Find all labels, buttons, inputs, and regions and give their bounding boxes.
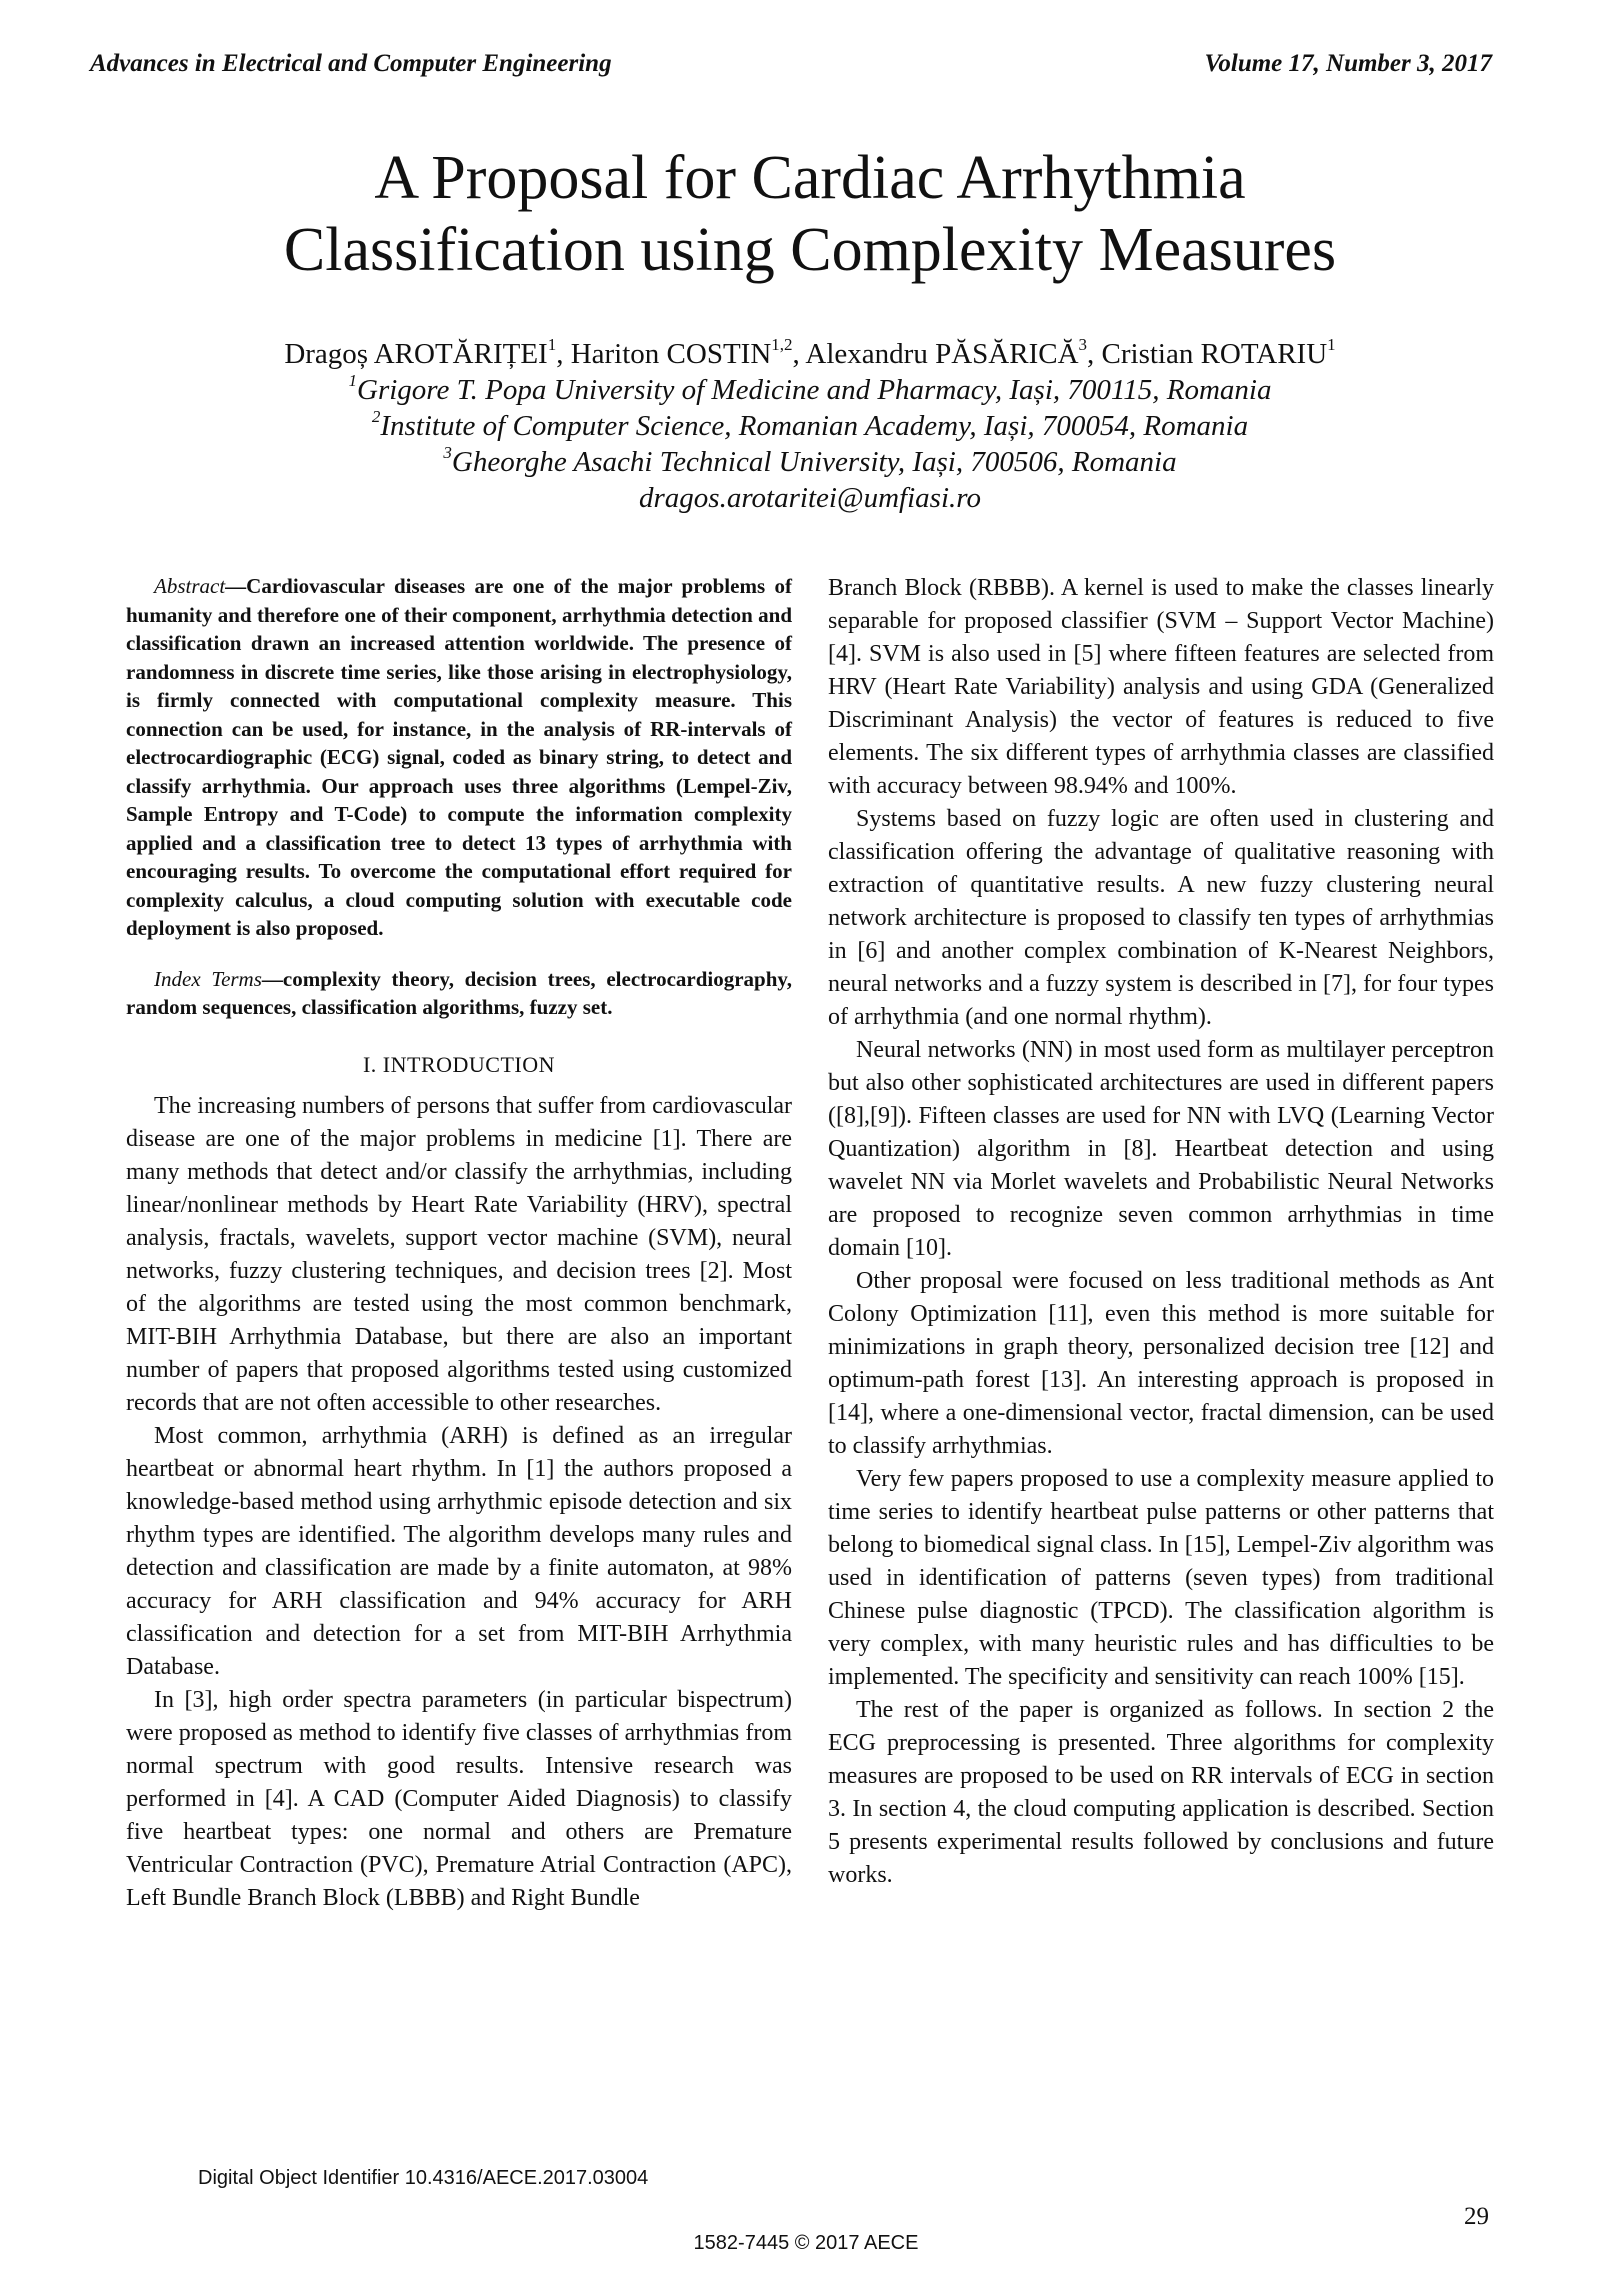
abstract xyxy=(126,572,792,943)
title-line-2: Classification using Complexity Measures xyxy=(283,216,1337,284)
affiliation-text: Grigore T. Popa University of Medicine and Pharmacy, Iași, 700115, Romania xyxy=(357,374,1272,406)
body-paragraph: In [3], high order spectra parameters (in particular bispectrum) were proposed as method to identify five classes of arrhythmias from normal spectrum with good results. Intensive research was performed in [4]. A CAD (Computer Aided Diagnosis) to classify five heartbeat types: one normal and others are Premature Ventricular Contraction (PVC), Premature Atrial Contraction (APC), Left Bundle Branch Block (LBBB) and Right Bundle xyxy=(126,1686,792,1911)
author-name: , Cristian ROTARIU xyxy=(1087,338,1328,370)
author-affiliation-mark: 1,2 xyxy=(771,335,793,355)
body-paragraph: Systems based on fuzzy logic are often used in clustering and classification offering the advantage of qualitative reasoning with extraction of quantitative results. A new fuzzy clustering neural network architecture is proposed to classify ten types of arrhythmias in [6] and another complex combination of K-Nearest Neighbors, neural networks and a fuzzy system is described in [7], for four types of arrhythmia (and one normal rhythm). xyxy=(828,806,1494,1030)
running-header xyxy=(90,50,1492,86)
affiliation-2 xyxy=(150,408,1470,444)
affiliation-3 xyxy=(150,444,1470,480)
body-paragraph: Very few papers proposed to use a complexity measure applied to time series to identify heartbeat pulse patterns or other patterns that belong to biomedical signal class. In [15], Lempel-Ziv algorithm was used in identification of patterns (seven types) from traditional Chinese pulse diagnostic (TPCD). The classification algorithm is very complex, with many heuristic rules and has difficulties to be implemented. The specificity and sensitivity can reach 100% [15]. xyxy=(828,1466,1494,1690)
abstract-text: —Cardiovascular diseases are one of the major problems of humanity and therefore one of their component, arrhythmia detection and classification drawn an increased attention worldwide. The presence of randomness in discrete time series, like those arising in electrophysiology, is firmly connected with computational complexity measure. This connection can be used, for instance, in the analysis of RR-intervals of electrocardiographic (ECG) signal, coded as binary string, to detect and classify arrhythmia. Our approach uses three algorithms (Lempel-Ziv, Sample Entropy and T-Code) to compute the information complexity applied and a classification tree to detect 13 types of arrhythmia with encouraging results. To overcome the computational effort required for complexity calculus, a cloud computing solution with executable code deployment is also proposed. xyxy=(126,574,792,940)
section-heading-introduction: I. INTRODUCTION xyxy=(362,1051,556,1077)
index-terms-label: Index Terms xyxy=(154,966,262,991)
author-name: Dragoș AROTĂRIȚEI xyxy=(284,338,548,370)
doi-footer: Digital Object Identifier 10.4316/AECE.2017.03004 xyxy=(198,2167,649,2189)
affiliation-mark: 2 xyxy=(371,407,381,427)
body-paragraph: The rest of the paper is organized as follows. In section 2 the ECG preprocessing is presented. Three algorithms for complexity measures are proposed to be used on RR intervals of ECG in section 3. In section 4, the cloud computing application is described. Section 5 presents experimental results followed by conclusions and future works. xyxy=(828,1697,1494,1888)
author-name: , Hariton COSTIN xyxy=(556,338,772,370)
author-list xyxy=(150,336,1470,372)
page-number: 29 xyxy=(1464,2203,1489,2230)
body-paragraph: Other proposal were focused on less traditional methods as Ant Colony Optimization [11], even this method is more suitable for minimizations in graph theory, personalized decision tree [12] and optimum-path forest [13]. An interesting approach is proposed in [14], where a one-dimensional vector, fractal dimension, can be used to classify arrhythmias. xyxy=(828,1268,1494,1459)
left-column xyxy=(126,572,792,1915)
author-affiliation-mark: 3 xyxy=(1078,335,1088,355)
affiliation-mark: 1 xyxy=(348,371,358,391)
affiliation-mark: 3 xyxy=(443,443,452,463)
volume-info: Volume 17, Number 3, 2017 xyxy=(1204,50,1492,77)
affiliation-text: Institute of Computer Science, Romanian Academy, Iași, 700054, Romania xyxy=(380,410,1249,442)
author-affiliation-mark: 1 xyxy=(547,335,557,355)
body-paragraph: Neural networks (NN) in most used form as multilayer perceptron but also other sophisticated architectures are used in different papers ([8],[9]). Fifteen classes are used for NN with LVQ (Learning Vector Quantization) algorithm in [8]. Heartbeat detection and using wavelet NN via Morlet wavelets and Probabilistic Neural Networks are proposed to recognize seven common arrhythmias in time domain [10]. xyxy=(828,1037,1494,1261)
body-paragraph: Most common, arrhythmia (ARH) is defined as an irregular heartbeat or abnormal heart rhythm. In [1] the authors proposed a knowledge-based method using arrhythmic episode detection and six rhythm types are identified. The algorithm develops many rules and detection and classification are made by a finite automaton, at 98% accuracy for ARH classification and 94% accuracy for ARH classification and detection for a set from MIT-BIH Arrhythmia Database. xyxy=(126,1422,792,1680)
right-column xyxy=(828,572,1494,1892)
index-terms-text: —complexity theory, decision trees, electrocardiography, random sequences, classification algorithms, fuzzy set. xyxy=(126,966,792,1019)
paper-title xyxy=(150,142,1470,286)
author-name: , Alexandru PĂSĂRICĂ xyxy=(792,338,1079,370)
body-paragraph: Branch Block (RBBB). A kernel is used to make the classes linearly separable for proposed classifier (SVM – Support Vector Machine) [4]. SVM is also used in [5] where fifteen features are selected from HRV (Heart Rate Variability) analysis and using GDA (Generalized Discriminant Analysis) the vector of features is reduced to five elements. The six different types of arrhythmia classes are classified with accuracy between 98.94% and 100%. xyxy=(828,575,1494,799)
contact-email[interactable]: dragos.arotaritei@umfiasi.ro xyxy=(639,482,981,514)
author-affiliation-mark: 1 xyxy=(1327,335,1336,355)
affiliation-1 xyxy=(150,372,1470,408)
issn-footer: 1582-7445 © 2017 AECE xyxy=(693,2232,919,2254)
journal-name: Advances in Electrical and Computer Engineering xyxy=(90,50,612,77)
author-block xyxy=(150,336,1470,516)
body-paragraph: The increasing numbers of persons that suffer from cardiovascular disease are one of the major problems in medicine [1]. There are many methods that detect and/or classify the arrhythmias, including linear/nonlinear methods by Heart Rate Variability (HRV), spectral analysis, fractals, wavelets, support vector machine (SVM), neural networks, fuzzy clustering techniques, and decision trees [2]. Most of the algorithms are tested using the most common benchmark, MIT-BIH Arrhythmia Database, but there are also an important number of papers that proposed algorithms tested using customized records that are not often accessible to other researches. xyxy=(126,1092,793,1416)
title-line-1: A Proposal for Cardiac Arrhythmia xyxy=(374,144,1246,212)
index-terms xyxy=(126,965,792,1022)
affiliation-text: Gheorghe Asachi Technical University, Iași, 700506, Romania xyxy=(451,446,1177,478)
abstract-label: Abstract xyxy=(154,574,226,598)
